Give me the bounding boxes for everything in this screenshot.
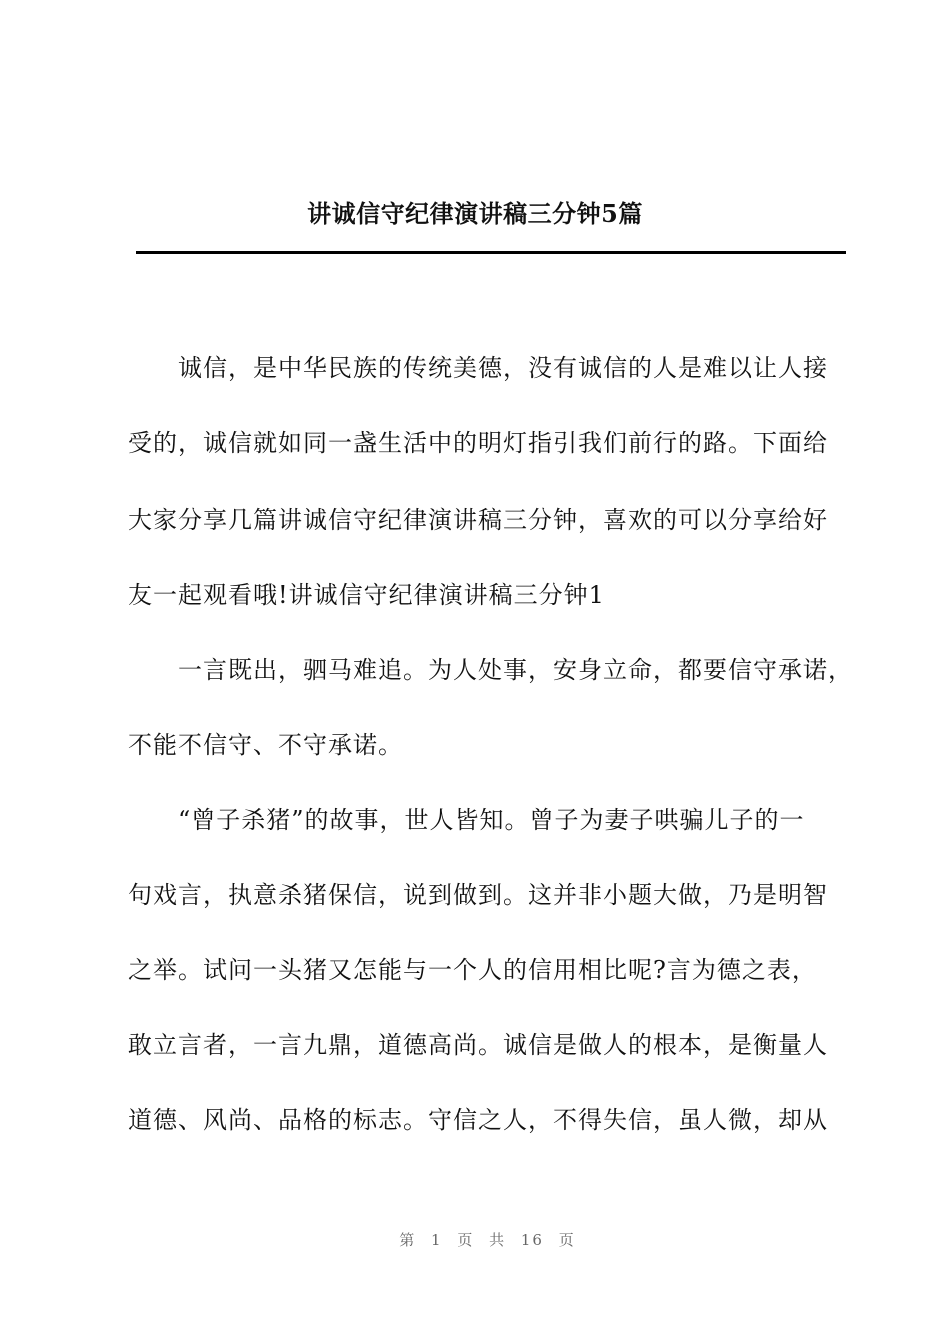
body-line: 道德、风尚、品格的标志。守信之人，不得失信，虽人微，却从 [128, 1106, 828, 1134]
page-number-footer: 第 1 页 共 16 页 [399, 1231, 576, 1249]
body-line: 之举。试问一头猪又怎能与一个人的信用相比呢?言为德之表， [128, 956, 817, 984]
body-line: 友一起观看哦!讲诚信守纪律演讲稿三分钟1 [128, 581, 605, 609]
document-title: 讲诚信守纪律演讲稿三分钟5篇 [307, 199, 643, 228]
body-line: 敢立言者，一言九鼎，道德高尚。诚信是做人的根本，是衡量人 [128, 1031, 828, 1059]
body-line: 一言既出，驷马难追。为人处事，安身立命，都要信守承诺， [128, 656, 853, 684]
body-line: 大家分享几篇讲诚信守纪律演讲稿三分钟，喜欢的可以分享给好 [128, 506, 828, 534]
body-line: 不能不信守、不守承诺。 [128, 731, 403, 759]
body-line: 诚信，是中华民族的传统美德，没有诚信的人是难以让人接 [128, 354, 828, 382]
body-line: 句戏言，执意杀猪保信，说到做到。这并非小题大做，乃是明智 [128, 881, 828, 909]
body-line: 受的，诚信就如同一盏生活中的明灯指引我们前行的路。下面给 [128, 429, 828, 457]
title-underline [136, 251, 846, 254]
body-line: “曾子杀猪”的故事，世人皆知。曾子为妻子哄骗儿子的一 [128, 806, 805, 834]
